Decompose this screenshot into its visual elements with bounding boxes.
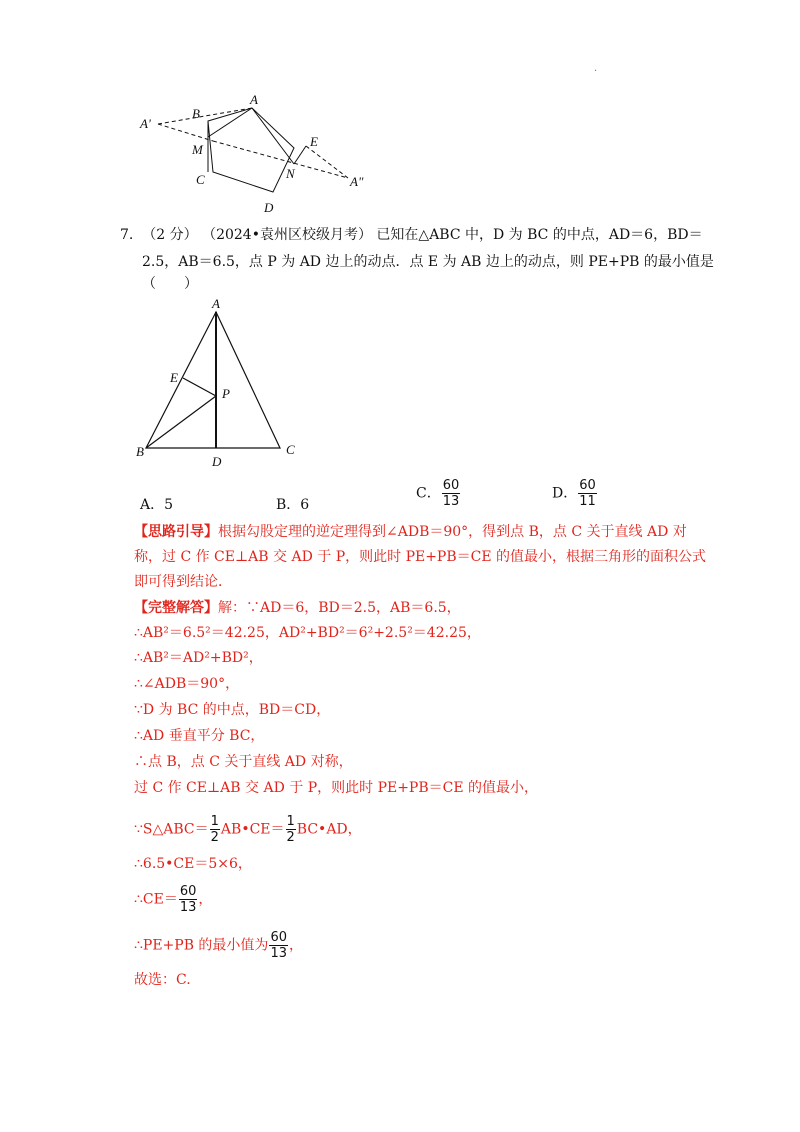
label-a: A [212, 296, 220, 311]
label-e: E [170, 370, 178, 385]
solution-line-8: 过 C 作 CE⊥AB 交 AD 于 P，则此时 PE+PB＝CE 的值最小， [134, 780, 539, 796]
segment-b-p [146, 396, 216, 448]
label-a-prime: A' [140, 116, 151, 131]
option-c-fraction [442, 478, 461, 509]
label-d: D [212, 454, 222, 468]
solution-line-5: ∵D 为 BC 的中点，BD＝CD， [134, 702, 331, 718]
option-a: A．5 [140, 497, 174, 513]
option-b: B．6 [276, 497, 310, 513]
ce-fraction [179, 884, 198, 915]
solution-line-12 [134, 930, 303, 961]
solution-line-2: ∴AB²＝6.5²＝42.25，AD²+BD²＝6²+2.5²＝42.25， [134, 625, 481, 641]
label-b: B [136, 444, 144, 459]
solution-line-1 [134, 598, 461, 618]
fraction-numerator: 1 [210, 814, 219, 829]
question-line-1 [120, 225, 703, 245]
question-source: （2024•袁州区校级月考） [202, 227, 372, 243]
fraction-denominator: 13 [442, 494, 460, 509]
header-mark: · [594, 66, 598, 77]
hint-tag: 【思路引导】 [134, 524, 218, 540]
half-fraction-1 [210, 814, 220, 845]
hint-line-1 [134, 522, 687, 542]
hint-text-2: 称，过 C 作 CE⊥AB 交 AD 于 P，则此时 PE+PB＝CE 的值最小，根据三角形的面积公式 [134, 549, 707, 565]
solution-ce-prefix: ∴CE＝ [134, 891, 178, 908]
solution-min-suffix: ， [288, 937, 303, 954]
min-fraction [269, 930, 288, 961]
solution-line-9 [134, 814, 362, 845]
segment-n-e [294, 146, 306, 164]
fraction-numerator: 1 [286, 814, 295, 829]
solution-line-13: 故选：C. [134, 972, 191, 988]
label-a-double-prime: A" [350, 174, 364, 189]
question-text-1: 已知在△ABC 中，D 为 BC 的中点，AD＝6，BD＝ [376, 227, 703, 243]
fraction-denominator: 2 [210, 830, 219, 845]
figure-triangle-abc [130, 296, 310, 468]
label-b: B [192, 106, 200, 121]
hint-text-3: 即可得到结论． [134, 574, 232, 590]
question-line-3 [142, 274, 198, 294]
question-line-2 [142, 252, 714, 272]
question-text-2: 2.5，AB＝6.5，点 P 为 AD 边上的动点．点 E 为 AB 边上的动点，则 PE+PB 的最小值是 [142, 254, 714, 270]
half-fraction-2 [286, 814, 296, 845]
solution-line-11 [134, 884, 212, 915]
dashed-line-a-prime-a [158, 108, 252, 124]
answer-paren: （ ） [142, 276, 198, 292]
solution-ce-suffix: ， [198, 891, 213, 908]
fraction-denominator: 11 [579, 494, 596, 509]
label-c: C [196, 172, 205, 187]
solution-line-7: ∴点 B，点 C 关于直线 AD 对称， [134, 754, 353, 770]
option-c-prefix: C． [416, 485, 441, 502]
option-d-fraction [578, 478, 597, 509]
fraction-denominator: 2 [286, 830, 295, 845]
solution-area-prefix: ∵S△ABC＝ [134, 821, 209, 838]
solution-line-3: ∴AB²＝AD²+BD²， [134, 650, 263, 666]
fraction-numerator: 60 [270, 930, 287, 945]
hint-line-2 [134, 547, 706, 567]
solution-step-1: 解：∵AD＝6，BD＝2.5，AB＝6.5， [218, 600, 461, 616]
solution-area-middle: AB•CE＝ [220, 821, 285, 838]
triangle-outline [146, 312, 280, 448]
label-p: P [222, 386, 230, 401]
solution-min-prefix: ∴PE+PB 的最小值为 [134, 937, 269, 954]
label-a: A [250, 92, 258, 107]
label-e: E [310, 134, 318, 149]
solution-line-4: ∴∠ADB＝90°， [134, 676, 240, 692]
question-score: （2 分） [142, 227, 198, 243]
label-d: D [264, 200, 274, 215]
solution-tag: 【完整解答】 [134, 600, 218, 616]
label-m: M [192, 142, 203, 157]
solution-line-10: ∴6.5•CE＝5×6， [134, 856, 252, 872]
figure-pentagon-reflection [130, 90, 380, 220]
fraction-denominator: 13 [179, 900, 197, 915]
solution-area-suffix: BC•AD， [296, 821, 362, 838]
dashed-line-a-prime-n [158, 124, 213, 141]
hint-text-1: 根据勾股定理的逆定理得到∠ADB＝90°，得到点 B，点 C 关于直线 AD 对 [218, 524, 687, 540]
fraction-numerator: 60 [179, 884, 197, 899]
segment-m-a [208, 108, 252, 137]
label-n: N [286, 166, 295, 181]
fraction-denominator: 13 [270, 946, 287, 961]
segment-a-n [252, 108, 294, 164]
question-number: 7. [120, 227, 134, 243]
option-c [416, 478, 461, 509]
option-d-prefix: D． [552, 485, 578, 502]
fraction-numerator: 60 [579, 478, 596, 493]
pentagon-outline [208, 108, 294, 192]
segment-e-p [183, 378, 216, 396]
solution-line-6: ∴AD 垂直平分 BC， [134, 728, 265, 744]
option-d [552, 478, 598, 509]
dashed-line-e-a-double-prime [306, 146, 348, 178]
label-c: C [286, 442, 295, 457]
fraction-numerator: 60 [442, 478, 460, 493]
hint-line-3 [134, 572, 232, 592]
